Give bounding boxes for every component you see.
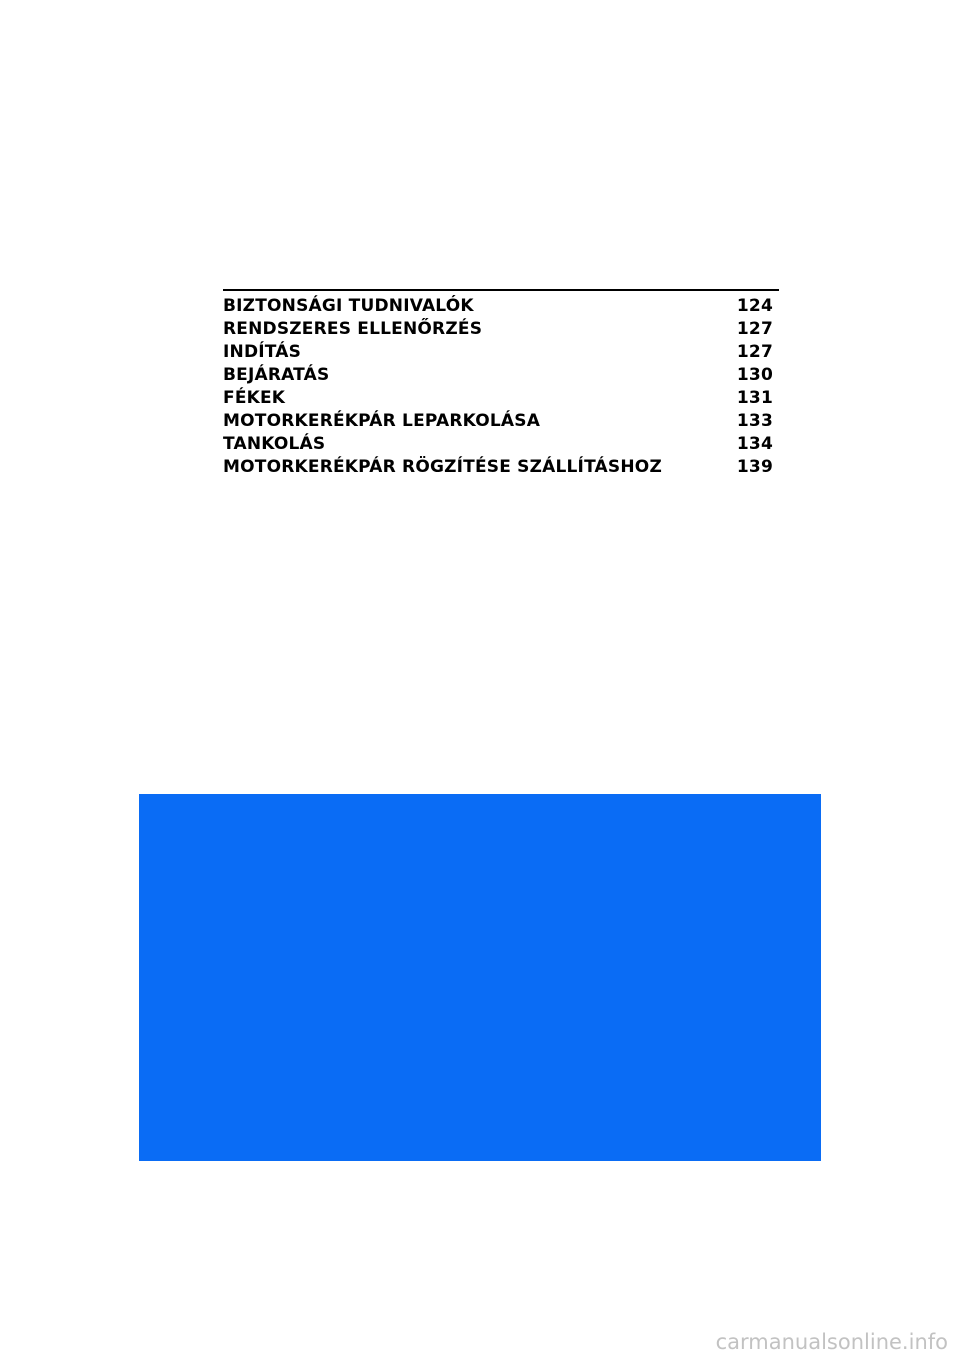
toc-entry-title: FÉKEK [223,387,286,408]
toc-entry-page: 130 [736,364,773,385]
footer-watermark: carmanualsonline.info [715,1330,948,1354]
toc-entry-title: BEJÁRATÁS [223,364,330,385]
toc-entry[interactable] [223,294,779,317]
toc-entry[interactable] [223,340,779,363]
toc-entry-title: RENDSZERES ELLENŐRZÉS [223,318,483,339]
toc-entry-title: MOTORKERÉKPÁR RÖGZÍTÉSE SZÁLLÍTÁSHOZ [223,456,662,477]
toc-entry-page: 127 [736,318,773,339]
toc-entry[interactable] [223,363,779,386]
toc-top-rule [223,289,779,291]
toc-entry-page: 133 [736,410,773,431]
toc-entry-page: 134 [736,433,773,454]
toc-entry[interactable] [223,432,779,455]
toc-entry-title: TANKOLÁS [223,433,326,454]
toc-entry-page: 127 [736,341,773,362]
toc-entry-title: MOTORKERÉKPÁR LEPARKOLÁSA [223,410,541,431]
toc-entry-page: 139 [736,456,773,477]
toc-entry-title: BIZTONSÁGI TUDNIVALÓK [223,295,474,316]
toc-entry-page: 124 [736,295,773,316]
toc-entry[interactable] [223,317,779,340]
blue-chapter-panel [139,794,821,1161]
toc-entry[interactable] [223,386,779,409]
toc-entry-title: INDÍTÁS [223,341,302,362]
table-of-contents [223,289,779,478]
toc-entry[interactable] [223,455,779,478]
toc-entry-page: 131 [736,387,773,408]
toc-entry[interactable] [223,409,779,432]
